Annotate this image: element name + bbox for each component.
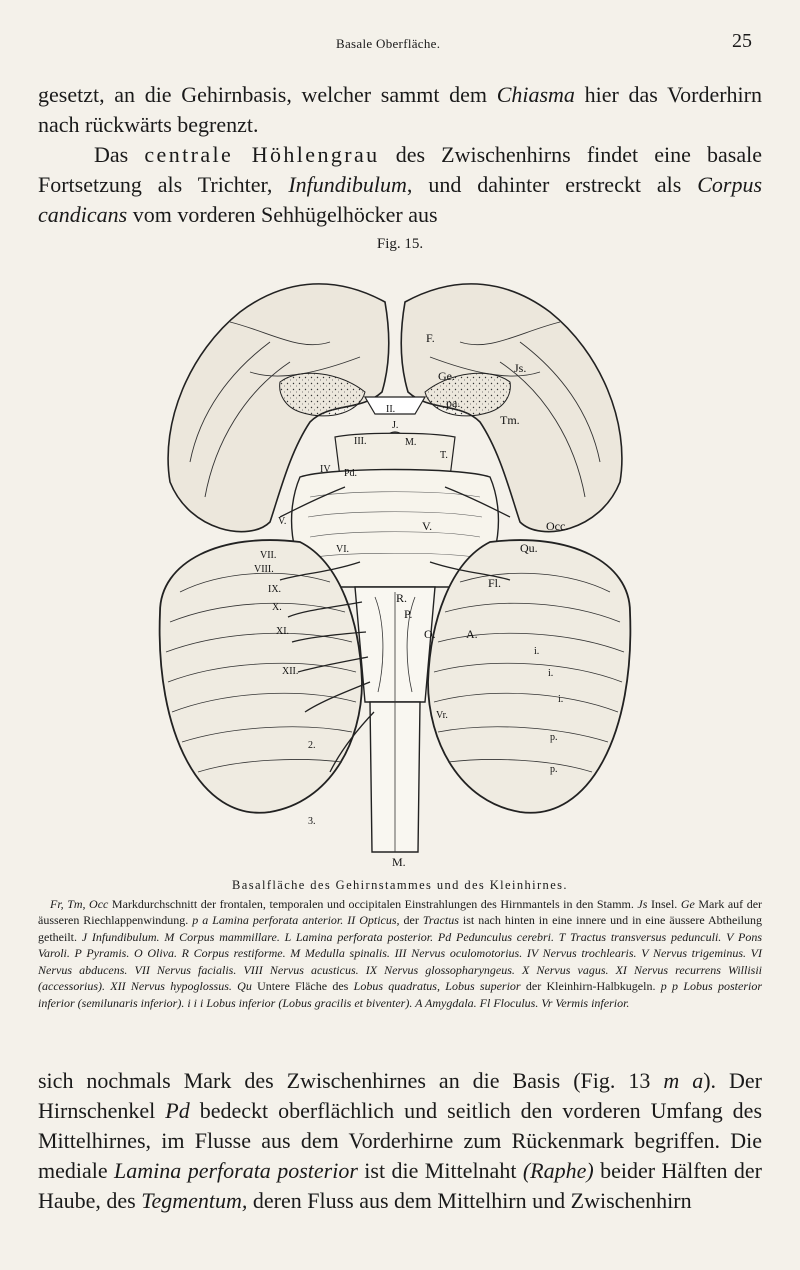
text-run: vom vorderen Sehhügelhöcker aus (127, 202, 438, 227)
text-run: p a Lamina perforata anterior. II Opticus, (192, 913, 400, 927)
label-Tm: Tm. (500, 413, 520, 427)
brain-illustration-svg (130, 262, 660, 870)
text-run: sich nochmals Mark des Zwischenhirnes an die Basis (Fig. 13 (38, 1068, 664, 1093)
paragraph-1 (38, 80, 762, 140)
text-run: Untere Fläche des (251, 979, 354, 993)
label-Ge: Ge. (438, 369, 455, 383)
label-XII: XII. (282, 666, 299, 677)
label-J: J. (392, 420, 399, 431)
label-P: P. (404, 607, 413, 621)
label-IV: IV (320, 464, 331, 475)
label-VII: VII. (260, 550, 277, 561)
label-XI: XI. (276, 626, 290, 637)
text-run: Mark auf der äusseren Riechlappenwindung. (38, 896, 763, 927)
label-R: R. (396, 591, 408, 605)
text-run: Infundibulum (288, 172, 407, 197)
caption-title: Basalfläche des Gehirnstammes und des Kleinhirnes. (232, 878, 568, 892)
text-run: Lamina perforata posterior (114, 1158, 358, 1183)
text-run: Corpus candicans (38, 172, 762, 227)
label-2: 2. (308, 740, 316, 751)
label-Occ: Occ. (546, 519, 569, 533)
text-run: Pd (165, 1098, 190, 1123)
figure-caption (38, 877, 762, 1011)
label-3: 3. (308, 816, 316, 827)
label-i3: i. (558, 694, 564, 705)
label-X: X. (272, 602, 282, 613)
text-run: des Zwischenhirns findet eine basale Fortsetzung als Trichter, (38, 142, 763, 197)
text-run: J Infundibulum. M Corpus mammillare. L Lamina perforata posterior. Pd Pedunculus cerebri. T Tractus transversus pedunculi. V Pons Varoli. P Pyramis. O Oliva. R Corpus restiforme. M Medulla spinalis. III Nervus oculomotorius. IV Nervus trochlearis. V Nervus trigeminus. VI Nervus abducens. VII Nervus facialis. VIII Nervus acusticus. IX Nervus glossopharyngeus. X Nervus vagus. XI Nervus recurrens Willisii (accessorius). XII Nervus hypoglossus. Qu (38, 929, 762, 993)
text-run: deren Fluss aus dem Mittelhirn und Zwischenhirn (247, 1188, 692, 1213)
text-run: Js (637, 896, 648, 911)
text-run: hier das Vorderhirn nach rückwärts begrenzt. (38, 82, 762, 137)
text-run: Das (94, 142, 145, 167)
text-run: Chiasma (496, 82, 575, 107)
text-run: ist nach hinten in eine innere und in eine äussere Abtheilung getheilt. (38, 913, 762, 944)
label-p1: p. (550, 732, 558, 743)
caption-body (38, 896, 762, 1012)
text-run: Tegmentum, (141, 1188, 248, 1213)
text-run: Insel. (647, 896, 681, 911)
label-V-pons: V. (422, 519, 433, 533)
label-p2: p. (550, 764, 558, 775)
text-run: Fr, Tm, Occ (50, 896, 109, 911)
figure-label: Fig. 15. (376, 236, 424, 252)
label-i2: i. (548, 668, 554, 679)
label-Js: Js. (514, 361, 527, 375)
label-O: O. (424, 627, 436, 641)
text-run: (Raphe) (522, 1158, 594, 1183)
label-Pd: Pd. (344, 468, 358, 479)
label-Fl: Fl. (488, 576, 502, 590)
label-IX: IX. (268, 584, 282, 595)
text-run: Tractus (422, 913, 459, 927)
cerebellum-right (428, 540, 630, 813)
label-pa: pa. (446, 396, 461, 410)
paragraph-3 (38, 1066, 762, 1216)
label-i1: i. (534, 646, 540, 657)
label-VI: VI. (336, 544, 350, 555)
brain-base-illustration (130, 262, 660, 870)
label-V-nerve: V. (278, 516, 287, 527)
text-run: p p Lobus posterior inferior (semilunaris inferior). i i i Lobus inferior (Lobus gracilis et biventer). A Amygdala. Fl Floculus. Vr Vermis inferior. (38, 979, 763, 1010)
text-run: ). Der Hirnschenkel (38, 1068, 763, 1123)
cerebellum-left (160, 540, 362, 813)
text-run: gesetzt, an die Gehirnbasis, welcher sammt dem (38, 82, 497, 107)
label-T: T. (440, 450, 448, 461)
text-run: Lobus quadratus, Lobus superior (353, 979, 521, 993)
label-Qu: Qu. (520, 541, 538, 555)
text-run: beider Hälften der Haube, des (38, 1158, 762, 1213)
text-run: Ge (680, 896, 695, 911)
body-text-bottom (38, 1066, 762, 1216)
text-run: Markdurchschnitt der frontalen, temporalen und occipitalen Einstrahlungen des Hirnmantels in den Stamm. (108, 896, 638, 911)
label-III: III. (354, 436, 367, 447)
label-VIII: VIII. (254, 564, 274, 575)
label-M: M. (405, 437, 417, 448)
text-run: der (399, 913, 423, 927)
label-F: F. (426, 331, 435, 345)
label-II: II. (386, 404, 396, 415)
text-run: der Kleinhirn-Halbkugeln. (520, 979, 661, 993)
text-run: ist die Mittelnaht (357, 1158, 523, 1183)
label-M-bottom: M. (392, 855, 406, 869)
text-run: centrale Höhlengrau (144, 142, 380, 167)
page-number: 25 (732, 30, 752, 52)
running-title: Basale Oberfläche. (336, 36, 441, 51)
running-head (0, 30, 800, 56)
label-A: A. (466, 627, 478, 641)
paragraph-2 (38, 140, 762, 230)
label-Vr: Vr. (436, 710, 448, 721)
body-text-top (38, 80, 762, 230)
text-run: m a (663, 1068, 704, 1093)
text-run: , und dahinter erstreckt als (406, 172, 698, 197)
text-run: bedeckt oberflächlich und seitlich den vorderen Umfang des Mittelhirnes, im Flusse aus dem Vorderhirne zum Rückenmark begriffen. Die mediale (38, 1098, 763, 1183)
